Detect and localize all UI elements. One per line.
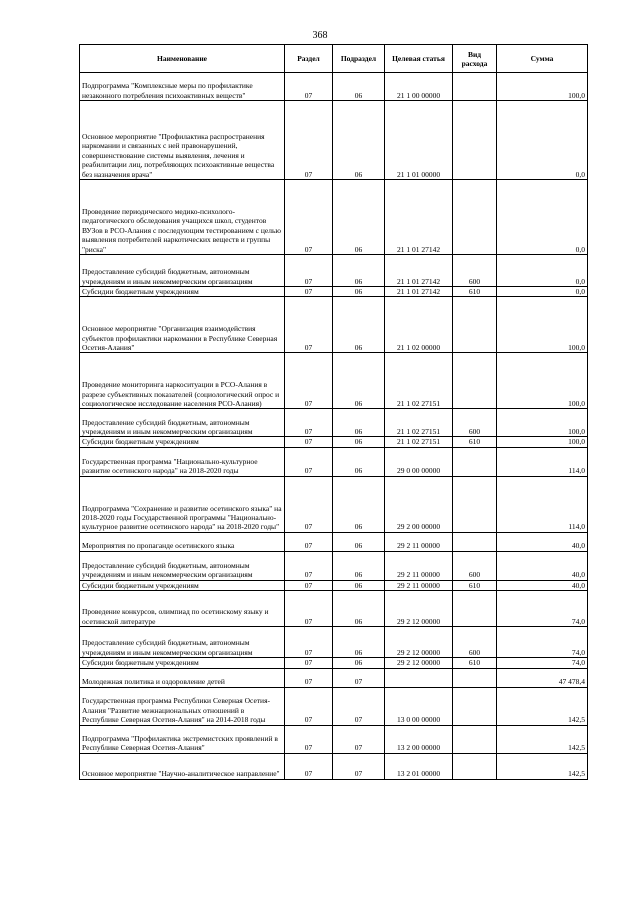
cell-name: Предоставление субсидий бюджетным, автономным учреждениям и иным некоммерческим организациям bbox=[80, 409, 285, 437]
cell-subsection: 06 bbox=[333, 476, 385, 532]
cell-target: 29 2 12 00000 bbox=[385, 627, 453, 658]
cell-expense bbox=[453, 687, 497, 725]
cell-subsection: 06 bbox=[333, 658, 385, 668]
cell-section: 07 bbox=[285, 725, 333, 753]
cell-subsection: 06 bbox=[333, 591, 385, 627]
cell-name: Мероприятия по пропаганде осетинского языка bbox=[80, 532, 285, 551]
cell-target: 13 0 00 00000 bbox=[385, 687, 453, 725]
cell-target: 29 2 12 00000 bbox=[385, 658, 453, 668]
table-row bbox=[80, 753, 588, 779]
cell-sum: 0,0 bbox=[497, 180, 588, 255]
table-row bbox=[80, 627, 588, 658]
cell-target: 21 1 01 00000 bbox=[385, 101, 453, 180]
cell-subsection: 07 bbox=[333, 725, 385, 753]
cell-name: Государственная программа Республики Северная Осетия-Алания "Развитие межнациональных отношений в Республике Северная Осетия-Алания" на 2014-2018 годы bbox=[80, 687, 285, 725]
cell-target: 13 2 00 00000 bbox=[385, 725, 453, 753]
cell-sum: 0,0 bbox=[497, 255, 588, 287]
cell-subsection: 06 bbox=[333, 447, 385, 476]
table-row bbox=[80, 297, 588, 353]
cell-expense: 600 bbox=[453, 255, 497, 287]
cell-name: Проведение конкурсов, олимпиад по осетинскому языку и осетинской литературе bbox=[80, 591, 285, 627]
cell-name: Молодежная политика и оздоровление детей bbox=[80, 668, 285, 687]
cell-expense bbox=[453, 180, 497, 255]
cell-expense bbox=[453, 476, 497, 532]
cell-sum: 142,5 bbox=[497, 725, 588, 753]
cell-expense bbox=[453, 532, 497, 551]
cell-section: 07 bbox=[285, 687, 333, 725]
cell-section: 07 bbox=[285, 437, 333, 447]
cell-name: Проведение мониторинга наркоситуации в РСО-Алания в разрезе субъективных показателей (социологический опрос и социологическое исследование населения РСО-Алания) bbox=[80, 353, 285, 409]
cell-sum: 40,0 bbox=[497, 551, 588, 580]
cell-expense bbox=[453, 73, 497, 101]
cell-sum: 74,0 bbox=[497, 627, 588, 658]
table-row bbox=[80, 532, 588, 551]
cell-subsection: 06 bbox=[333, 551, 385, 580]
cell-target: 21 1 02 00000 bbox=[385, 297, 453, 353]
cell-section: 07 bbox=[285, 591, 333, 627]
table-row bbox=[80, 591, 588, 627]
cell-name: Предоставление субсидий бюджетным, автономным учреждениям и иным некоммерческим организациям bbox=[80, 255, 285, 287]
cell-section: 07 bbox=[285, 753, 333, 779]
cell-subsection: 07 bbox=[333, 668, 385, 687]
cell-target: 29 2 11 00000 bbox=[385, 532, 453, 551]
cell-section: 07 bbox=[285, 532, 333, 551]
cell-sum: 100,0 bbox=[497, 409, 588, 437]
cell-expense: 600 bbox=[453, 627, 497, 658]
cell-sum: 100,0 bbox=[497, 297, 588, 353]
cell-target: 29 2 11 00000 bbox=[385, 580, 453, 590]
cell-expense bbox=[453, 297, 497, 353]
cell-sum: 100,0 bbox=[497, 73, 588, 101]
cell-target: 29 0 00 00000 bbox=[385, 447, 453, 476]
cell-name: Субсидии бюджетным учреждениям bbox=[80, 658, 285, 668]
table-row bbox=[80, 476, 588, 532]
cell-target: 21 1 01 27142 bbox=[385, 180, 453, 255]
cell-expense: 600 bbox=[453, 409, 497, 437]
cell-name: Основное мероприятие "Научно-аналитическое направление" bbox=[80, 753, 285, 779]
cell-name: Государственная программа "Национально-культурное развитие осетинского народа" на 2018-2020 годы bbox=[80, 447, 285, 476]
cell-sum: 114,0 bbox=[497, 447, 588, 476]
cell-subsection: 06 bbox=[333, 353, 385, 409]
cell-expense: 610 bbox=[453, 437, 497, 447]
cell-name: Проведение периодического медико-психолого-педагогического обследования учащихся школ, студентов ВУЗов в РСО-Алания с последующим тестированием с целью выявления потребителей наркотических веществ и группы "риска" bbox=[80, 180, 285, 255]
cell-sum: 100,0 bbox=[497, 437, 588, 447]
header-subsection: Подраздел bbox=[333, 45, 385, 73]
header-name: Наименование bbox=[80, 45, 285, 73]
cell-target: 21 1 02 27151 bbox=[385, 353, 453, 409]
cell-section: 07 bbox=[285, 476, 333, 532]
cell-target: 29 2 12 00000 bbox=[385, 591, 453, 627]
cell-name: Предоставление субсидий бюджетным, автономным учреждениям и иным некоммерческим организациям bbox=[80, 551, 285, 580]
cell-sum: 100,0 bbox=[497, 353, 588, 409]
cell-name: Основное мероприятие "Профилактика распространения наркомании и связанных с ней правонарушений, совершенствование системы выявления, лечения и реабилитации лиц, потребляющих психоактивные вещества без назначения врача" bbox=[80, 101, 285, 180]
cell-expense: 610 bbox=[453, 658, 497, 668]
cell-subsection: 07 bbox=[333, 753, 385, 779]
cell-expense bbox=[453, 725, 497, 753]
header-section: Раздел bbox=[285, 45, 333, 73]
cell-target: 13 2 01 00000 bbox=[385, 753, 453, 779]
table-row bbox=[80, 447, 588, 476]
cell-sum: 40,0 bbox=[497, 580, 588, 590]
cell-section: 07 bbox=[285, 627, 333, 658]
cell-subsection: 06 bbox=[333, 73, 385, 101]
cell-section: 07 bbox=[285, 73, 333, 101]
table-row bbox=[80, 255, 588, 287]
cell-subsection: 06 bbox=[333, 180, 385, 255]
table-row bbox=[80, 287, 588, 297]
cell-expense bbox=[453, 353, 497, 409]
cell-name: Подпрограмма "Комплексные меры по профилактике незаконного потребления психоактивных веществ" bbox=[80, 73, 285, 101]
table-row bbox=[80, 725, 588, 753]
cell-expense: 600 bbox=[453, 551, 497, 580]
header-expense: Вид расхода bbox=[453, 45, 497, 73]
cell-sum: 142,5 bbox=[497, 687, 588, 725]
cell-subsection: 06 bbox=[333, 627, 385, 658]
cell-sum: 47 478,4 bbox=[497, 668, 588, 687]
cell-target: 21 1 01 27142 bbox=[385, 255, 453, 287]
cell-expense bbox=[453, 668, 497, 687]
cell-section: 07 bbox=[285, 101, 333, 180]
cell-sum: 142,5 bbox=[497, 753, 588, 779]
table-row bbox=[80, 551, 588, 580]
cell-target: 21 1 02 27151 bbox=[385, 437, 453, 447]
cell-sum: 74,0 bbox=[497, 591, 588, 627]
cell-subsection: 06 bbox=[333, 297, 385, 353]
cell-target: 21 1 01 27142 bbox=[385, 287, 453, 297]
cell-target: 29 2 00 00000 bbox=[385, 476, 453, 532]
table-row bbox=[80, 353, 588, 409]
cell-target bbox=[385, 668, 453, 687]
cell-subsection: 06 bbox=[333, 101, 385, 180]
cell-subsection: 06 bbox=[333, 580, 385, 590]
cell-expense bbox=[453, 591, 497, 627]
cell-section: 07 bbox=[285, 180, 333, 255]
cell-sum: 114,0 bbox=[497, 476, 588, 532]
cell-expense: 610 bbox=[453, 287, 497, 297]
budget-table bbox=[79, 44, 588, 780]
cell-subsection: 06 bbox=[333, 532, 385, 551]
table-row bbox=[80, 437, 588, 447]
cell-target: 21 1 02 27151 bbox=[385, 409, 453, 437]
cell-expense bbox=[453, 447, 497, 476]
cell-name: Субсидии бюджетным учреждениям bbox=[80, 437, 285, 447]
cell-expense bbox=[453, 753, 497, 779]
table-row bbox=[80, 101, 588, 180]
cell-sum: 74,0 bbox=[497, 658, 588, 668]
table-row bbox=[80, 580, 588, 590]
cell-expense bbox=[453, 101, 497, 180]
cell-subsection: 07 bbox=[333, 687, 385, 725]
cell-section: 07 bbox=[285, 668, 333, 687]
cell-subsection: 06 bbox=[333, 437, 385, 447]
cell-target: 29 2 11 00000 bbox=[385, 551, 453, 580]
cell-sum: 40,0 bbox=[497, 532, 588, 551]
table-row bbox=[80, 658, 588, 668]
header-target: Целевая статья bbox=[385, 45, 453, 73]
header-sum: Сумма bbox=[497, 45, 588, 73]
cell-expense: 610 bbox=[453, 580, 497, 590]
cell-subsection: 06 bbox=[333, 409, 385, 437]
table-row bbox=[80, 687, 588, 725]
cell-name: Основное мероприятие "Организация взаимодействия субъектов профилактики наркомании в Республике Северная Осетия-Алания" bbox=[80, 297, 285, 353]
cell-section: 07 bbox=[285, 287, 333, 297]
cell-section: 07 bbox=[285, 551, 333, 580]
cell-target: 21 1 00 00000 bbox=[385, 73, 453, 101]
cell-name: Субсидии бюджетным учреждениям bbox=[80, 580, 285, 590]
cell-subsection: 06 bbox=[333, 287, 385, 297]
cell-section: 07 bbox=[285, 353, 333, 409]
cell-section: 07 bbox=[285, 255, 333, 287]
page-number: 368 bbox=[312, 30, 328, 41]
cell-section: 07 bbox=[285, 447, 333, 476]
cell-name: Подпрограмма "Профилактика экстремистских проявлений в Республике Северная Осетия-Алания" bbox=[80, 725, 285, 753]
cell-section: 07 bbox=[285, 409, 333, 437]
cell-subsection: 06 bbox=[333, 255, 385, 287]
table-row bbox=[80, 180, 588, 255]
cell-name: Подпрограмма "Сохранение и развитие осетинского языка" на 2018-2020 годы Государственной программы "Национально-культурное развитие осетинского народа" на 2018-2020 годы" bbox=[80, 476, 285, 532]
table-header-row bbox=[80, 45, 588, 73]
table-row bbox=[80, 409, 588, 437]
table-row bbox=[80, 73, 588, 101]
cell-name: Субсидии бюджетным учреждениям bbox=[80, 287, 285, 297]
cell-section: 07 bbox=[285, 580, 333, 590]
cell-section: 07 bbox=[285, 297, 333, 353]
cell-sum: 0,0 bbox=[497, 287, 588, 297]
table-row bbox=[80, 668, 588, 687]
cell-name: Предоставление субсидий бюджетным, автономным учреждениям и иным некоммерческим организациям bbox=[80, 627, 285, 658]
cell-section: 07 bbox=[285, 658, 333, 668]
cell-sum: 0,0 bbox=[497, 101, 588, 180]
